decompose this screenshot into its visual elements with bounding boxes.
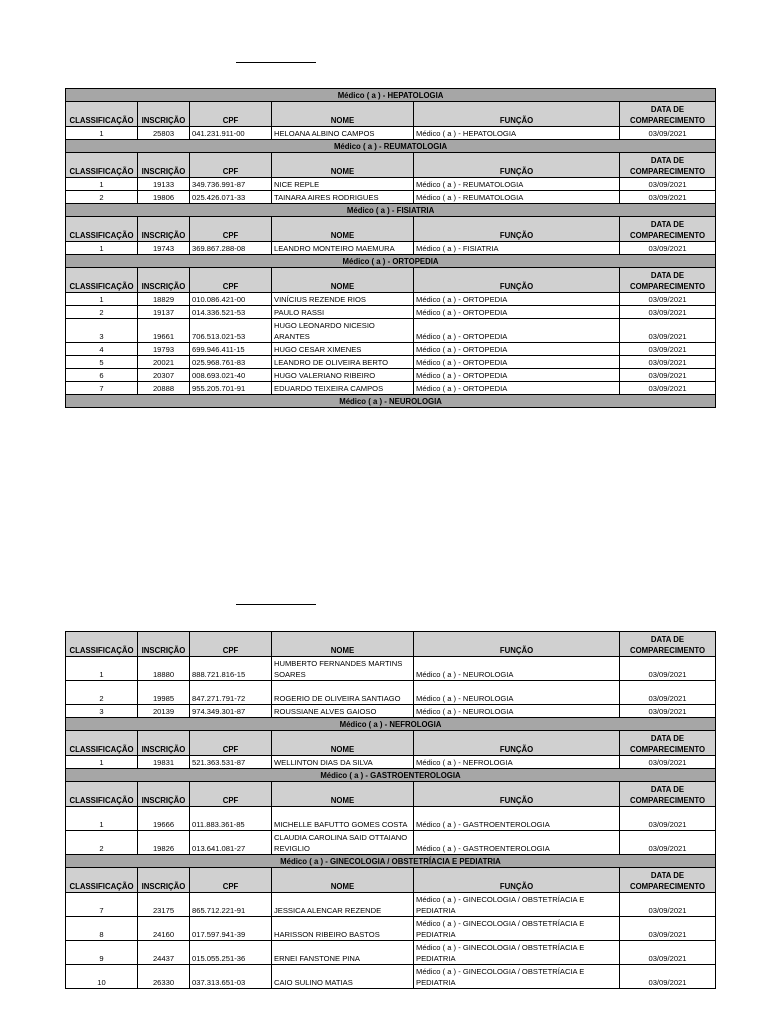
- column-header: NOME: [272, 217, 414, 242]
- data-cell: 03/09/2021: [620, 356, 716, 369]
- classificacao-cell: 7: [66, 893, 138, 917]
- funcao-cell: Médico ( a ) - REUMATOLOGIA: [414, 178, 620, 191]
- nome-cell: ROGERIO DE OLIVEIRA SANTIAGO: [272, 681, 414, 705]
- table-row: [66, 382, 716, 395]
- classificacao-cell: 1: [66, 127, 138, 140]
- funcao-cell: Médico ( a ) - REUMATOLOGIA: [414, 191, 620, 204]
- inscricao-cell: 20307: [138, 369, 190, 382]
- header-row: [66, 868, 716, 893]
- column-header: CLASSIFICAÇÃO: [66, 632, 138, 657]
- table-row: [66, 893, 716, 917]
- column-header: DATA DE COMPARECIMENTO: [620, 153, 716, 178]
- table-row: [66, 242, 716, 255]
- cpf-cell: 037.313.651-03: [190, 965, 272, 989]
- data-cell: 03/09/2021: [620, 178, 716, 191]
- data-cell: 03/09/2021: [620, 917, 716, 941]
- classificacao-cell: 5: [66, 356, 138, 369]
- cpf-cell: 017.597.941-39: [190, 917, 272, 941]
- funcao-cell: Médico ( a ) - ORTOPEDIA: [414, 369, 620, 382]
- funcao-cell: Médico ( a ) - GASTROENTEROLOGIA: [414, 807, 620, 831]
- inscricao-cell: 19831: [138, 756, 190, 769]
- column-header: NOME: [272, 153, 414, 178]
- column-header: CPF: [190, 102, 272, 127]
- section-title-row: [66, 718, 716, 731]
- column-header: INSCRIÇÃO: [138, 868, 190, 893]
- column-header: CPF: [190, 782, 272, 807]
- column-header: INSCRIÇÃO: [138, 217, 190, 242]
- column-header: DATA DE COMPARECIMENTO: [620, 731, 716, 756]
- table-row: [66, 807, 716, 831]
- column-header: INSCRIÇÃO: [138, 102, 190, 127]
- column-header: FUNÇÃO: [414, 268, 620, 293]
- section-title: Médico ( a ) - NEUROLOGIA: [66, 395, 716, 408]
- column-header: FUNÇÃO: [414, 632, 620, 657]
- column-header: DATA DE COMPARECIMENTO: [620, 217, 716, 242]
- cpf-cell: 865.712.221-91: [190, 893, 272, 917]
- cpf-cell: 014.336.521-53: [190, 306, 272, 319]
- column-header: CLASSIFICAÇÃO: [66, 782, 138, 807]
- column-header: CPF: [190, 632, 272, 657]
- column-header: CLASSIFICAÇÃO: [66, 217, 138, 242]
- data-cell: 03/09/2021: [620, 191, 716, 204]
- header-row: [66, 731, 716, 756]
- classificacao-cell: 6: [66, 369, 138, 382]
- data-cell: 03/09/2021: [620, 965, 716, 989]
- data-cell: 03/09/2021: [620, 657, 716, 681]
- column-header: CLASSIFICAÇÃO: [66, 868, 138, 893]
- inscricao-cell: 20888: [138, 382, 190, 395]
- cpf-cell: 041.231.911-00: [190, 127, 272, 140]
- section-title-row: [66, 395, 716, 408]
- header-row: [66, 153, 716, 178]
- section-title: Médico ( a ) - FISIATRIA: [66, 204, 716, 217]
- data-cell: 03/09/2021: [620, 382, 716, 395]
- section-title: Médico ( a ) - HEPATOLOGIA: [66, 89, 716, 102]
- data-cell: 03/09/2021: [620, 941, 716, 965]
- cpf-cell: 010.086.421-00: [190, 293, 272, 306]
- table-row: [66, 343, 716, 356]
- inscricao-cell: 19793: [138, 343, 190, 356]
- column-header: INSCRIÇÃO: [138, 782, 190, 807]
- column-header: FUNÇÃO: [414, 102, 620, 127]
- data-cell: 03/09/2021: [620, 306, 716, 319]
- classificacao-cell: 2: [66, 191, 138, 204]
- inscricao-cell: 19137: [138, 306, 190, 319]
- nome-cell: NICE REPLE: [272, 178, 414, 191]
- table-row: [66, 293, 716, 306]
- table-block-2: [65, 631, 715, 989]
- funcao-cell: Médico ( a ) - ORTOPEDIA: [414, 356, 620, 369]
- section-title: Médico ( a ) - ORTOPEDIA: [66, 255, 716, 268]
- results-table-1: [65, 88, 716, 408]
- nome-cell: HUMBERTO FERNANDES MARTINS SOARES: [272, 657, 414, 681]
- column-header: FUNÇÃO: [414, 868, 620, 893]
- section-title-row: [66, 140, 716, 153]
- data-cell: 03/09/2021: [620, 293, 716, 306]
- nome-cell: HUGO VALERIANO RIBEIRO: [272, 369, 414, 382]
- cpf-cell: 974.349.301-87: [190, 705, 272, 718]
- nome-cell: ERNEI FANSTONE PINA: [272, 941, 414, 965]
- section-title-row: [66, 255, 716, 268]
- nome-cell: HELOANA ALBINO CAMPOS: [272, 127, 414, 140]
- table-row: [66, 178, 716, 191]
- column-header: DATA DE COMPARECIMENTO: [620, 268, 716, 293]
- inscricao-cell: 19661: [138, 319, 190, 343]
- nome-cell: JESSICA ALENCAR REZENDE: [272, 893, 414, 917]
- column-header: INSCRIÇÃO: [138, 731, 190, 756]
- classificacao-cell: 1: [66, 293, 138, 306]
- column-header: NOME: [272, 268, 414, 293]
- cpf-cell: 025.426.071-33: [190, 191, 272, 204]
- data-cell: 03/09/2021: [620, 681, 716, 705]
- inscricao-cell: 19743: [138, 242, 190, 255]
- classificacao-cell: 9: [66, 941, 138, 965]
- section-title-row: [66, 855, 716, 868]
- classificacao-cell: 1: [66, 756, 138, 769]
- nome-cell: HUGO LEONARDO NICESIO ARANTES: [272, 319, 414, 343]
- funcao-cell: Médico ( a ) - GINECOLOGIA / OBSTETRÍACIA E PEDIATRIA: [414, 917, 620, 941]
- nome-cell: TAINARA AIRES RODRIGUES: [272, 191, 414, 204]
- section-title: Médico ( a ) - GINECOLOGIA / OBSTETRÍACIA E PEDIATRIA: [66, 855, 716, 868]
- data-cell: 03/09/2021: [620, 831, 716, 855]
- inscricao-cell: 20021: [138, 356, 190, 369]
- table-row: [66, 941, 716, 965]
- funcao-cell: Médico ( a ) - GINECOLOGIA / OBSTETRÍACIA E PEDIATRIA: [414, 893, 620, 917]
- column-header: CPF: [190, 217, 272, 242]
- column-header: CPF: [190, 153, 272, 178]
- cpf-cell: 955.205.701-91: [190, 382, 272, 395]
- header-row: [66, 217, 716, 242]
- column-header: NOME: [272, 782, 414, 807]
- funcao-cell: Médico ( a ) - GASTROENTEROLOGIA: [414, 831, 620, 855]
- column-header: INSCRIÇÃO: [138, 632, 190, 657]
- data-cell: 03/09/2021: [620, 127, 716, 140]
- classificacao-cell: 2: [66, 681, 138, 705]
- table-row: [66, 831, 716, 855]
- classificacao-cell: 7: [66, 382, 138, 395]
- column-header: CPF: [190, 268, 272, 293]
- column-header: FUNÇÃO: [414, 153, 620, 178]
- classificacao-cell: 1: [66, 242, 138, 255]
- data-cell: 03/09/2021: [620, 319, 716, 343]
- header-row: [66, 102, 716, 127]
- column-header: NOME: [272, 731, 414, 756]
- table-row: [66, 127, 716, 140]
- table-row: [66, 191, 716, 204]
- cpf-cell: 888.721.816-15: [190, 657, 272, 681]
- table-row: [66, 917, 716, 941]
- funcao-cell: Médico ( a ) - ORTOPEDIA: [414, 382, 620, 395]
- section-title: Médico ( a ) - GASTROENTEROLOGIA: [66, 769, 716, 782]
- section-title-row: [66, 89, 716, 102]
- table-row: [66, 965, 716, 989]
- inscricao-cell: 18880: [138, 657, 190, 681]
- classificacao-cell: 3: [66, 705, 138, 718]
- nome-cell: CAIO SULINO MATIAS: [272, 965, 414, 989]
- section-title: Médico ( a ) - REUMATOLOGIA: [66, 140, 716, 153]
- data-cell: 03/09/2021: [620, 807, 716, 831]
- column-header: CLASSIFICAÇÃO: [66, 731, 138, 756]
- funcao-cell: Médico ( a ) - ORTOPEDIA: [414, 343, 620, 356]
- column-header: CLASSIFICAÇÃO: [66, 102, 138, 127]
- funcao-cell: Médico ( a ) - ORTOPEDIA: [414, 293, 620, 306]
- data-cell: 03/09/2021: [620, 893, 716, 917]
- table-row: [66, 369, 716, 382]
- column-header: CPF: [190, 868, 272, 893]
- column-header: NOME: [272, 868, 414, 893]
- cpf-cell: 008.693.021-40: [190, 369, 272, 382]
- cpf-cell: 847.271.791-72: [190, 681, 272, 705]
- funcao-cell: Médico ( a ) - GINECOLOGIA / OBSTETRÍACIA E PEDIATRIA: [414, 941, 620, 965]
- section-title-row: [66, 204, 716, 217]
- classificacao-cell: 1: [66, 178, 138, 191]
- nome-cell: HARISSON RIBEIRO BASTOS: [272, 917, 414, 941]
- data-cell: 03/09/2021: [620, 705, 716, 718]
- cpf-cell: 706.513.021-53: [190, 319, 272, 343]
- column-header: FUNÇÃO: [414, 217, 620, 242]
- classificacao-cell: 3: [66, 319, 138, 343]
- column-header: DATA DE COMPARECIMENTO: [620, 782, 716, 807]
- nome-cell: MICHELLE BAFUTTO GOMES COSTA: [272, 807, 414, 831]
- table-row: [66, 319, 716, 343]
- nome-cell: ROUSSIANE ALVES GAIOSO: [272, 705, 414, 718]
- cpf-cell: 369.867.288-08: [190, 242, 272, 255]
- header-row: [66, 268, 716, 293]
- results-table-2: [65, 631, 716, 989]
- funcao-cell: Médico ( a ) - NEFROLOGIA: [414, 756, 620, 769]
- column-header: DATA DE COMPARECIMENTO: [620, 868, 716, 893]
- column-header: DATA DE COMPARECIMENTO: [620, 102, 716, 127]
- data-cell: 03/09/2021: [620, 242, 716, 255]
- inscricao-cell: 24160: [138, 917, 190, 941]
- top-rule-1: [236, 62, 316, 63]
- header-row: [66, 632, 716, 657]
- nome-cell: PAULO RASSI: [272, 306, 414, 319]
- top-rule-2: [236, 604, 316, 605]
- table-row: [66, 681, 716, 705]
- nome-cell: HUGO CESAR XIMENES: [272, 343, 414, 356]
- inscricao-cell: 19666: [138, 807, 190, 831]
- cpf-cell: 013.641.081-27: [190, 831, 272, 855]
- classificacao-cell: 10: [66, 965, 138, 989]
- column-header: INSCRIÇÃO: [138, 268, 190, 293]
- column-header: CLASSIFICAÇÃO: [66, 153, 138, 178]
- column-header: NOME: [272, 632, 414, 657]
- cpf-cell: 011.883.361-85: [190, 807, 272, 831]
- cpf-cell: 025.968.761-83: [190, 356, 272, 369]
- funcao-cell: Médico ( a ) - ORTOPEDIA: [414, 306, 620, 319]
- table-row: [66, 306, 716, 319]
- nome-cell: LEANDRO MONTEIRO MAEMURA: [272, 242, 414, 255]
- section-title-row: [66, 769, 716, 782]
- funcao-cell: Médico ( a ) - NEUROLOGIA: [414, 657, 620, 681]
- nome-cell: WELLINTON DIAS DA SILVA: [272, 756, 414, 769]
- column-header: FUNÇÃO: [414, 782, 620, 807]
- column-header: CLASSIFICAÇÃO: [66, 268, 138, 293]
- classificacao-cell: 8: [66, 917, 138, 941]
- table-row: [66, 705, 716, 718]
- nome-cell: EDUARDO TEIXEIRA CAMPOS: [272, 382, 414, 395]
- inscricao-cell: 26330: [138, 965, 190, 989]
- funcao-cell: Médico ( a ) - NEUROLOGIA: [414, 705, 620, 718]
- funcao-cell: Médico ( a ) - GINECOLOGIA / OBSTETRÍACIA E PEDIATRIA: [414, 965, 620, 989]
- inscricao-cell: 19806: [138, 191, 190, 204]
- column-header: INSCRIÇÃO: [138, 153, 190, 178]
- inscricao-cell: 19826: [138, 831, 190, 855]
- table-row: [66, 356, 716, 369]
- section-title: Médico ( a ) - NEFROLOGIA: [66, 718, 716, 731]
- classificacao-cell: 1: [66, 807, 138, 831]
- classificacao-cell: 1: [66, 657, 138, 681]
- classificacao-cell: 4: [66, 343, 138, 356]
- classificacao-cell: 2: [66, 831, 138, 855]
- data-cell: 03/09/2021: [620, 369, 716, 382]
- data-cell: 03/09/2021: [620, 756, 716, 769]
- column-header: FUNÇÃO: [414, 731, 620, 756]
- inscricao-cell: 24437: [138, 941, 190, 965]
- cpf-cell: 699.946.411-15: [190, 343, 272, 356]
- classificacao-cell: 2: [66, 306, 138, 319]
- funcao-cell: Médico ( a ) - NEUROLOGIA: [414, 681, 620, 705]
- funcao-cell: Médico ( a ) - FISIATRIA: [414, 242, 620, 255]
- inscricao-cell: 23175: [138, 893, 190, 917]
- nome-cell: CLAUDIA CAROLINA SAID OTTAIANO REVIGLIO: [272, 831, 414, 855]
- inscricao-cell: 19133: [138, 178, 190, 191]
- inscricao-cell: 20139: [138, 705, 190, 718]
- data-cell: 03/09/2021: [620, 343, 716, 356]
- cpf-cell: 521.363.531-87: [190, 756, 272, 769]
- inscricao-cell: 25803: [138, 127, 190, 140]
- inscricao-cell: 18829: [138, 293, 190, 306]
- table-row: [66, 657, 716, 681]
- funcao-cell: Médico ( a ) - HEPATOLOGIA: [414, 127, 620, 140]
- inscricao-cell: 19985: [138, 681, 190, 705]
- column-header: DATA DE COMPARECIMENTO: [620, 632, 716, 657]
- funcao-cell: Médico ( a ) - ORTOPEDIA: [414, 319, 620, 343]
- column-header: CPF: [190, 731, 272, 756]
- table-row: [66, 756, 716, 769]
- column-header: NOME: [272, 102, 414, 127]
- table-block-1: [65, 88, 715, 408]
- header-row: [66, 782, 716, 807]
- nome-cell: VINÍCIUS REZENDE RIOS: [272, 293, 414, 306]
- cpf-cell: 349.736.991-87: [190, 178, 272, 191]
- cpf-cell: 015.055.251-36: [190, 941, 272, 965]
- nome-cell: LEANDRO DE OLIVEIRA BERTO: [272, 356, 414, 369]
